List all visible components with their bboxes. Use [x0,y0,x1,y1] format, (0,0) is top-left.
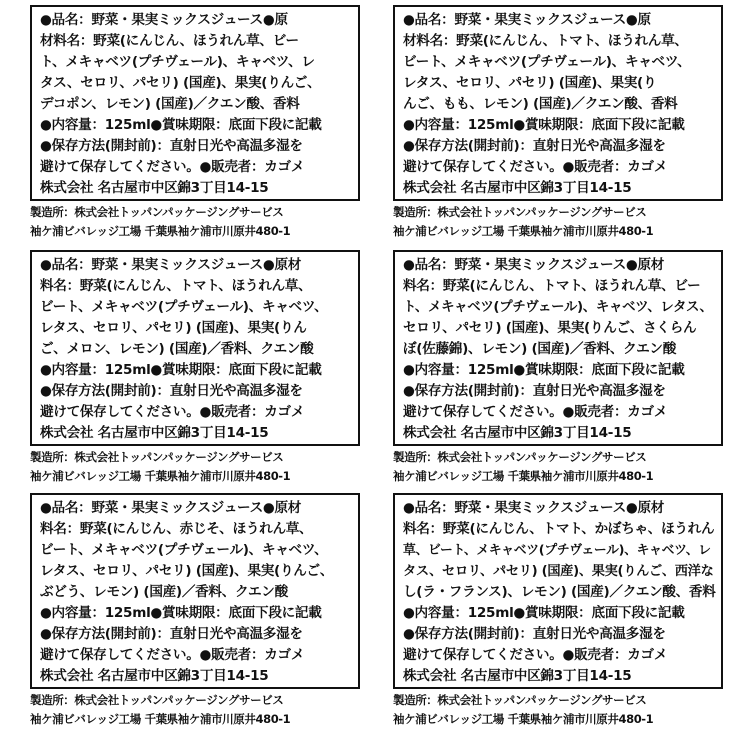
manufacturer-line: 袖ケ浦ビバレッジ工場 千葉県袖ケ浦市川原井480-1 [30,712,291,726]
ingredient-label-box [393,250,723,446]
label-line: ●内容量：125ml●賞味期限：底面下段に記載 [40,605,322,621]
label-line: 株式会社 名古屋市中区錦3丁目14-15 [40,180,269,196]
manufacturer-line: 製造所：株式会社トッパンパッケージングサービス [30,693,284,707]
label-line: 株式会社 名古屋市中区錦3丁目14-15 [40,668,269,684]
label-line: ●保存方法(開封前)：直射日光や高温多湿を [403,626,666,642]
label-line: んご、もも、レモン) (国産)／クエン酸、香料 [403,96,678,112]
manufacturer-line: 袖ケ浦ビバレッジ工場 千葉県袖ケ浦市川原井480-1 [30,469,291,483]
label-panel-6 [393,493,723,729]
label-line: タス、セロリ、パセリ) (国産)、果実(りんご、 [40,75,321,91]
label-line: 料名：野菜(にんじん、赤じそ、ほうれん草、 [40,521,313,537]
manufacturer-line: 製造所：株式会社トッパンパッケージングサービス [393,450,647,464]
label-line: 料名：野菜(にんじん、トマト、かぼちゃ、ほうれん [403,521,715,537]
label-line: 株式会社 名古屋市中区錦3丁目14-15 [40,425,269,441]
label-panel-3 [30,250,360,486]
label-line: 避けて保存してください。●販売者：カゴメ [403,159,668,175]
label-line: 避けて保存してください。●販売者：カゴメ [403,404,668,420]
label-line: ぼ(佐藤錦)、レモン) (国産)／香料、クエン酸 [403,341,677,357]
manufacturer-line: 袖ケ浦ビバレッジ工場 千葉県袖ケ浦市川原井480-1 [393,469,654,483]
label-line: ●内容量：125ml●賞味期限：底面下段に記載 [403,117,685,133]
label-panel-1 [30,5,360,241]
ingredient-label-box [30,250,360,446]
label-line: ビート、メキャベツ(プチヴェール)、キャベツ、 [40,542,328,558]
ingredient-label-box [30,493,360,689]
label-line: 料名：野菜(にんじん、トマト、ほうれん草、ビー [403,278,701,294]
label-line: レタス、セロリ、パセリ) (国産)、果実(り [403,75,657,91]
label-line: ●品名：野菜・果実ミックスジュース●原材 [403,500,665,516]
label-line: ●品名：野菜・果実ミックスジュース●原 [403,12,651,28]
manufacturer-line: 製造所：株式会社トッパンパッケージングサービス [393,205,647,219]
label-line: 避けて保存してください。●販売者：カゴメ [40,404,305,420]
label-panel-4 [393,250,723,486]
label-line: ビート、メキャベツ(プチヴェール)、キャベツ、 [40,299,328,315]
manufacturer-info [393,448,723,486]
label-line: ●保存方法(開封前)：直射日光や高温多湿を [403,383,666,399]
label-line: ●保存方法(開封前)：直射日光や高温多湿を [40,138,303,154]
label-line: 株式会社 名古屋市中区錦3丁目14-15 [403,668,632,684]
manufacturer-line: 製造所：株式会社トッパンパッケージングサービス [30,450,284,464]
manufacturer-info [30,203,360,241]
manufacturer-info [393,691,723,729]
label-line: セロリ、パセリ) (国産)、果実(りんご、さくらん [403,320,697,336]
label-line: ●保存方法(開封前)：直射日光や高温多湿を [40,626,303,642]
label-line: ●内容量：125ml●賞味期限：底面下段に記載 [403,362,685,378]
label-line: 草、ビート、メキャベツ(プチヴェール)、キャベツ、レ [403,543,711,558]
label-line: 料名：野菜(にんじん、トマト、ほうれん草、 [40,278,312,294]
label-line: 材料名：野菜(にんじん、ほうれん草、ビー [40,33,299,49]
label-line: ●内容量：125ml●賞味期限：底面下段に記載 [40,117,322,133]
label-line: ●品名：野菜・果実ミックスジュース●原材 [40,500,302,516]
label-line: タス、セロリ、パセリ) (国産)、果実(りんご、西洋な [403,564,714,579]
manufacturer-line: 袖ケ浦ビバレッジ工場 千葉県袖ケ浦市川原井480-1 [30,224,291,238]
label-line: ●保存方法(開封前)：直射日光や高温多湿を [40,383,303,399]
label-line: レタス、セロリ、パセリ) (国産)、果実(りんご、 [40,563,334,579]
manufacturer-info [30,691,360,729]
manufacturer-line: 袖ケ浦ビバレッジ工場 千葉県袖ケ浦市川原井480-1 [393,712,654,726]
label-line: ビート、メキャベツ(プチヴェール)、キャベツ、 [403,54,691,70]
label-line: ト、メキャベツ(プチヴェール)、キャベツ、レ [40,54,315,70]
ingredient-label-box [30,5,360,201]
label-line: ぶどう、レモン) (国産)／香料、クエン酸 [40,584,288,600]
label-line: 避けて保存してください。●販売者：カゴメ [403,647,668,663]
ingredient-label-box [393,493,723,689]
label-line: デコポン、レモン) (国産)／クエン酸、香料 [40,96,300,112]
manufacturer-line: 製造所：株式会社トッパンパッケージングサービス [30,205,284,219]
manufacturer-line: 袖ケ浦ビバレッジ工場 千葉県袖ケ浦市川原井480-1 [393,224,654,238]
label-line: 材料名：野菜(にんじん、トマト、ほうれん草、 [403,33,688,49]
label-line: 株式会社 名古屋市中区錦3丁目14-15 [403,425,632,441]
label-line: ●品名：野菜・果実ミックスジュース●原 [40,12,288,28]
label-line: 避けて保存してください。●販売者：カゴメ [40,159,305,175]
label-line: ●内容量：125ml●賞味期限：底面下段に記載 [40,362,322,378]
label-line: ●品名：野菜・果実ミックスジュース●原材 [403,257,665,273]
manufacturer-info [393,203,723,241]
manufacturer-info [30,448,360,486]
label-line: レタス、セロリ、パセリ) (国産)、果実(りん [40,320,307,336]
label-panel-2 [393,5,723,241]
label-line: ●保存方法(開封前)：直射日光や高温多湿を [403,138,666,154]
label-line: ●内容量：125ml●賞味期限：底面下段に記載 [403,605,685,621]
label-line: ●品名：野菜・果実ミックスジュース●原材 [40,257,302,273]
manufacturer-line: 製造所：株式会社トッパンパッケージングサービス [393,693,647,707]
label-line: し(ラ・フランス)、レモン) (国産)／クエン酸、香料 [403,584,716,600]
label-line: ご、メロン、レモン) (国産)／香料、クエン酸 [40,341,314,357]
label-line: 避けて保存してください。●販売者：カゴメ [40,647,305,663]
label-line: 株式会社 名古屋市中区錦3丁目14-15 [403,180,632,196]
label-panel-5 [30,493,360,729]
label-line: ト、メキャベツ(プチヴェール)、キャベツ、レタス、 [403,300,713,315]
ingredient-label-box [393,5,723,201]
